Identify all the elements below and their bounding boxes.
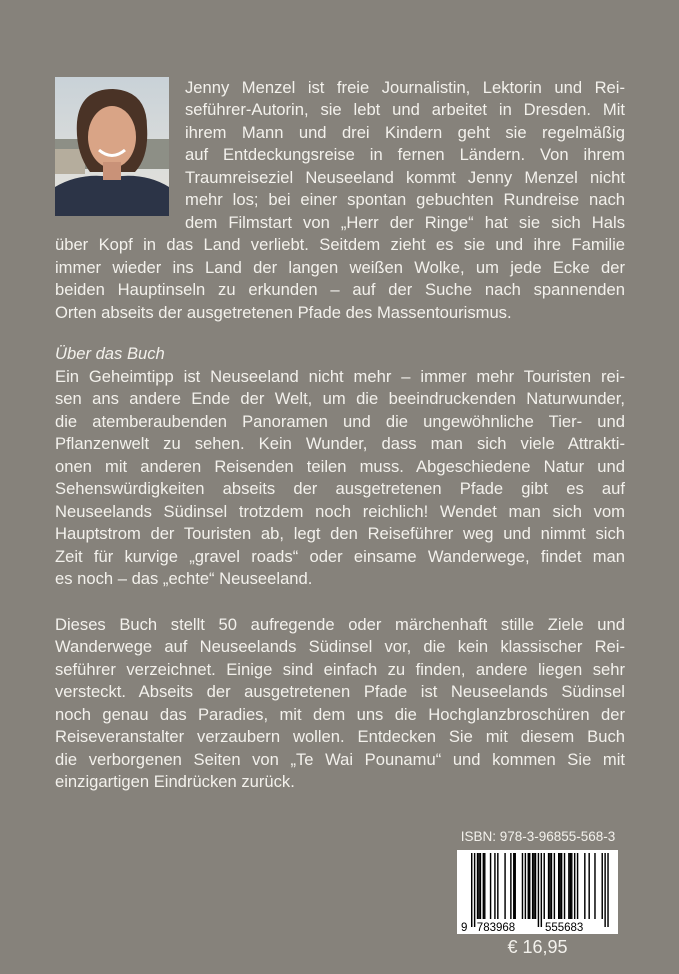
barcode-bar — [474, 853, 475, 927]
barcode-bar — [478, 853, 479, 919]
about-para2-line: Wanderwege auf Neuseelands Südinsel vor, die kein klassischer Rei- — [55, 637, 625, 657]
about-para2-line: die verborgenen Seiten von „Te Wai Pounamu“ und kommen Sie mit — [55, 749, 625, 769]
barcode-bar — [549, 853, 550, 919]
barcode-bar — [571, 853, 572, 919]
about-para2-line: Reiseveranstalter verzaubern wollen. Entdecken Sie mit diesem Buch — [55, 727, 625, 747]
author-bio-line: auf Entdeckungsreise in fernen Ländern. Von ihrem — [185, 145, 625, 165]
barcode-bar — [607, 853, 608, 927]
barcode-bar — [594, 853, 595, 919]
barcode-bar — [548, 853, 549, 919]
barcode — [457, 850, 618, 934]
author-bio-line: immer wieder ins Land der langen weißen Wolke, um jede Ecke der — [55, 257, 625, 277]
barcode-bar — [559, 853, 560, 919]
author-bio-line: Traumreiseziel Neuseeland kommt Jenny Menzel nicht — [185, 167, 625, 187]
barcode-bar — [584, 853, 585, 919]
barcode-bar — [484, 853, 485, 919]
barcode-bar — [570, 853, 571, 919]
barcode-bar — [551, 853, 552, 919]
about-para1-line: Pflanzenwelt zu sehen. Kein Wunder, dass man sich viele Attrakti- — [55, 434, 625, 454]
barcode-bar — [577, 853, 578, 919]
barcode-bar — [525, 853, 526, 919]
author-bio-line: ihrem Mann und drei Kindern geht sie regelmäßig — [185, 122, 625, 142]
about-para1-line: sen ans andere Ende der Welt, um die beeindruckenden Naturwunder, — [55, 389, 625, 409]
barcode-bar — [568, 853, 569, 919]
barcode-bar — [558, 853, 559, 919]
about-para2-line: versteckt. Abseits der ausgetretenen Pfade ist Neuseelands Südinsel — [55, 682, 625, 702]
barcode-bar — [541, 853, 542, 927]
about-para1-line: Sehenswürdigkeiten abseits der ausgetretenen Pfade gibt es auf — [55, 479, 625, 499]
about-para2-line: Dieses Buch stellt 50 aufregende oder märchenhaft stille Ziele und — [55, 615, 625, 634]
about-para1-line: onen mit anderen Reisenden teilen muss. Abgeschiedene Natur und — [55, 456, 625, 476]
barcode-bar — [544, 853, 545, 919]
barcode-digits: 783968 — [476, 922, 516, 934]
barcode-bar — [564, 853, 565, 919]
barcode-bar — [483, 853, 484, 919]
barcode-bar — [504, 853, 505, 919]
about-para1-line: Neuseelands Südinsel trotzdem noch reichlich! Wendet man sich vom — [55, 501, 625, 521]
about-para2-line: seführer verzeichnet. Einige sind einfach zu finden, andere liegen sehr — [55, 659, 625, 679]
barcode-bar — [522, 853, 523, 919]
about-para2-line: einzigartigen Eindrücken zurück. — [55, 772, 295, 792]
barcode-bar — [602, 853, 603, 919]
barcode-bar — [480, 853, 481, 919]
about-para1-line: es noch – das „echte“ Neuseeland. — [55, 569, 313, 589]
about-para1-line: die atemberaubenden Panoramen und die ungewöhnliche Tier- und — [55, 411, 625, 431]
barcode-bar — [477, 853, 478, 919]
barcode-bar — [533, 853, 534, 919]
isbn-label: ISBN: 978-3-96855-568-3 — [460, 829, 616, 844]
barcode-bar — [497, 853, 498, 919]
author-bio-line: mehr los; bei einer spontan gebuchten Rundreise nach — [185, 190, 625, 210]
barcode-bar — [574, 853, 575, 919]
about-para1-line: Ein Geheimtipp ist Neuseeland nicht mehr – immer mehr Touristen rei- — [55, 367, 625, 386]
about-para1-line: Hauptstrom der Touristen ab, legt den Reiseführer weg und nimmt sich — [55, 524, 625, 544]
author-bio-line: über Kopf in das Land verliebt. Seitdem zieht es sie und ihre Familie — [55, 235, 625, 255]
author-bio-line: seführer-Autorin, sie lebt und arbeitet in Dresden. Mit — [185, 100, 625, 120]
barcode-bar — [554, 853, 555, 919]
author-photo — [55, 77, 169, 216]
section-heading: Über das Buch — [55, 344, 165, 363]
price: € 16,95 — [507, 937, 568, 957]
author-bio-line: Jenny Menzel ist freie Journalistin, Lektorin und Rei- — [185, 78, 625, 97]
author-bio-line: Orten abseits der ausgetretenen Pfade des Massentourismus. — [55, 302, 512, 322]
barcode-bar — [471, 853, 472, 927]
barcode-digits: 9 — [461, 922, 468, 934]
barcode-bar — [588, 853, 589, 919]
barcode-bar — [604, 853, 605, 927]
about-para1-line: Zeit für kurvige „gravel roads“ oder einsame Wanderwege, findet man — [55, 546, 625, 566]
author-bio-line: dem Filmstart von „Herr der Ringe“ hat sie sich Hals — [185, 212, 625, 232]
barcode-bar — [532, 853, 533, 919]
barcode-digits: 555683 — [544, 922, 584, 934]
barcode-bar — [561, 853, 562, 919]
barcode-bar — [490, 853, 491, 919]
barcode-bar — [538, 853, 539, 927]
author-bio-line: beiden Hauptinseln zu erkunden – auf der Suche nach spannenden — [55, 280, 625, 300]
barcode-bar — [494, 853, 495, 919]
barcode-bar — [515, 853, 516, 919]
barcode-bar — [528, 853, 529, 919]
barcode-bar — [529, 853, 530, 919]
barcode-bar — [510, 853, 511, 919]
barcode-bar — [513, 853, 514, 919]
about-para2-line: noch genau das Paradies, mit dem uns die Hochglanzbroschüren der — [55, 704, 625, 724]
barcode-bar — [535, 853, 536, 919]
